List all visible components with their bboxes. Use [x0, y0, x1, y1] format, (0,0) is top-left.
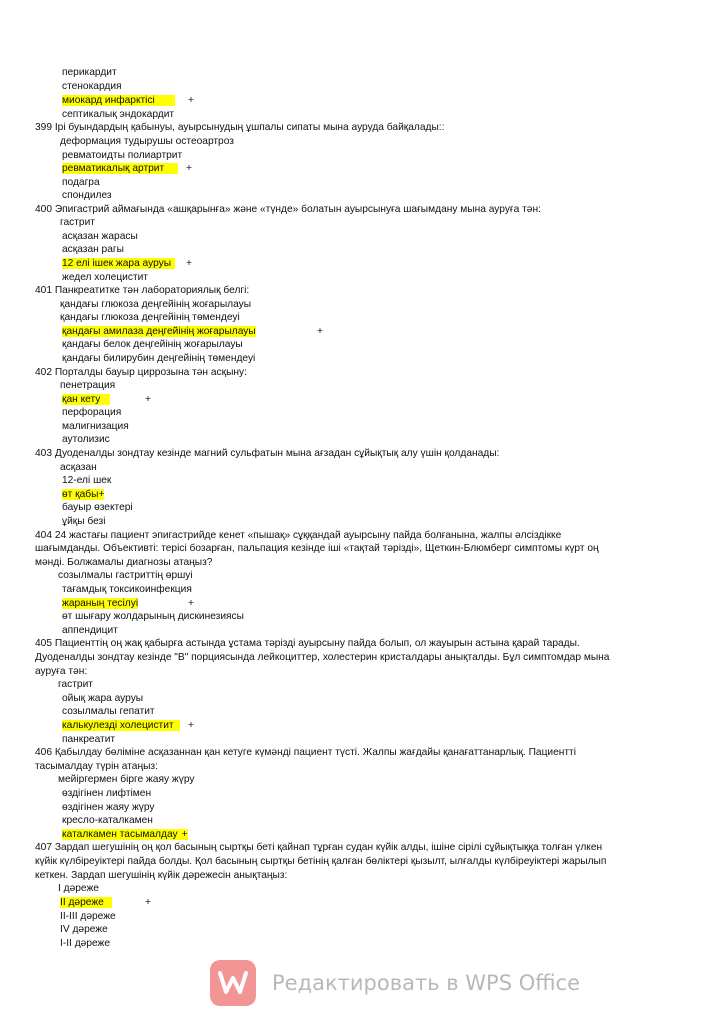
text-line: ойық жара ауруы: [62, 693, 144, 704]
correct-answer-line: қан кету: [62, 393, 110, 406]
text-line: спондилез: [62, 190, 112, 201]
question-text: тасымалдау түрін атаңыз:: [35, 761, 158, 772]
text-line: өт шығару жолдарының дискинезиясы: [62, 611, 244, 622]
text-line: асқазан: [60, 462, 97, 473]
text-line: гастрит: [58, 679, 93, 690]
text-line: деформация тудырушы остеоартроз: [60, 136, 234, 147]
question-text: 407 Зардап шегушінің оң қол басының сыртқы беті қайнап тұрған судан күйік алды, ішіне сірілі сұйықтыққа толған үлкен: [35, 842, 603, 853]
text-line: жедел холецистит: [62, 272, 148, 283]
question-text: 400 Эпигастрий аймағында «ашқарынға» және «түнде» болатын ауырсынуға шағымдану мына ауруға тән:: [35, 204, 541, 215]
question-text: 406 Қабылдау бөліміне асқазаннан қан кетуге күмәнді пациент түсті. Жалпы жағдайы қанағаттанарлық. Пациентті: [35, 747, 576, 758]
question-text: мәнді. Болжамалы диагнозы атаңыз?: [35, 557, 213, 568]
correct-mark: +: [186, 258, 192, 269]
correct-answer-line: қандағы амилаза деңгейінің жоғарылауы: [62, 326, 256, 337]
text-line: гастрит: [60, 217, 95, 228]
text-line: 12-елі шек: [62, 475, 112, 486]
text-line: қандағы глюкоза деңгейінің жоғарылауы: [60, 299, 252, 310]
correct-mark: +: [317, 326, 323, 337]
text-line: І-ІІ дәреже: [60, 938, 111, 949]
question-text: кеткен. Зардап шегушінің күйік дәрежесін анықтаңыз:: [35, 870, 288, 881]
correct-mark: +: [186, 163, 192, 174]
wps-logo-glyph: [218, 970, 248, 996]
question-text: 405 Пациенттің оң жақ қабырға астында ұстама тәрізді ауырсыну пайда болып, ол жауырын астына қарай тарады.: [35, 638, 580, 649]
question-text: күйік күлбіреуіктері пайда болды. Қол басының сыртқы бетінің қалған бөліктері қызылт, ылғалды күлбіреуіктері жарылып: [35, 856, 607, 867]
correct-mark: +: [145, 897, 151, 908]
text-line: малигнизация: [62, 421, 129, 432]
question-text: ауруға тән:: [35, 666, 88, 677]
text-line: ІІ-ІІІ дәреже: [60, 911, 116, 922]
text-line: ревматоидты полиартрит: [62, 150, 183, 161]
text-line: септикалық эндокардит: [62, 109, 175, 120]
correct-answer-line: ревматикалық артрит: [62, 162, 178, 175]
correct-mark: +: [188, 720, 194, 731]
correct-answer-line: ІІ дәреже: [60, 896, 112, 909]
text-line: асқазан жарасы: [62, 231, 138, 242]
correct-answer-line: жараның тесілуі: [62, 598, 139, 609]
text-line: тағамдық токсикоинфекция: [62, 584, 192, 595]
text-line: созылмалы гастриттің өршуі: [58, 570, 193, 581]
correct-mark: +: [188, 598, 194, 609]
correct-mark: +: [145, 394, 151, 405]
text-line: қандағы билирубин деңгейінің төмендеуі: [62, 353, 256, 364]
question-text: 403 Дуоденалды зондтау кезінде магний сульфатын мына ағзадан сұйықтық алу үшін қолданады:: [35, 448, 500, 459]
correct-answer-line: каталкамен тасымалдау +: [62, 829, 188, 840]
correct-mark: +: [98, 489, 105, 500]
text-line: подагра: [62, 177, 100, 188]
question-text: 401 Панкреатитке тән лабораториялық белгі:: [35, 285, 250, 296]
wps-edit-watermark[interactable]: [210, 960, 580, 1006]
text-line: өздігінен жаяу жүру: [62, 802, 155, 813]
question-text: шағымданды. Объективті: терісі бозарған, пальпация кезінде іші «тақтай тәрізді», Щеткин-Блюмберг симптомы күрт оң: [35, 543, 599, 554]
correct-answer-line: миокард инфарктісі: [62, 94, 175, 107]
text-line: перикардит: [62, 67, 117, 78]
text-line: пенетрация: [60, 380, 116, 391]
correct-mark: +: [178, 829, 188, 840]
text-line: созылмалы гепатит: [62, 706, 155, 717]
text-line: қандағы белок деңгейінің жоғарылауы: [62, 339, 243, 350]
text-line: перфорация: [62, 407, 122, 418]
text-line: ұйқы безі: [62, 516, 106, 527]
text-line: мейіргермен бірге жаяу жүру: [58, 774, 195, 785]
wps-logo-icon: [210, 960, 256, 1006]
text-line: панкреатит: [62, 734, 116, 745]
text-line: қандағы глюкоза деңгейінің төмендеуі: [60, 312, 240, 323]
correct-answer-line: калькулезді холецистит: [62, 719, 180, 732]
question-text: 402 Порталды бауыр циррозына тән асқыну:: [35, 367, 247, 378]
text-line: асқазан рагы: [62, 244, 124, 255]
question-text: 399 Ірі буындардың қабынуы, ауырсынудың ұшпалы сипаты мына ауруда байқалады::: [35, 122, 445, 133]
wps-edit-label: Редактировать в WPS Office: [272, 971, 581, 995]
question-text: Дуоденалды зондтау кезінде "В" порциясында лейкоциттер, холестерин кристалдары анықталды. Бұл симптомдар мына: [35, 652, 610, 663]
text-line: ІV дәреже: [60, 924, 108, 935]
question-text: 404 24 жастағы пациент эпигастрийде кенет «пышақ» сұққандай ауырсыну пайда болғанына, жалпы әлсіздікке: [35, 530, 562, 541]
correct-answer-line: 12 елі ішек жара ауруы: [62, 257, 175, 270]
text-line: кресло-каталкамен: [62, 815, 153, 826]
correct-mark: +: [188, 95, 194, 106]
text-line: аутолизис: [62, 434, 110, 445]
text-line: өздігінен лифтімен: [62, 788, 152, 799]
text-line: стенокардия: [62, 81, 122, 92]
text-line: бауыр өзектері: [62, 502, 133, 513]
correct-answer-line: өт қабы+: [62, 489, 105, 500]
text-line: І дәреже: [58, 883, 99, 894]
text-line: аппендицит: [62, 625, 118, 636]
